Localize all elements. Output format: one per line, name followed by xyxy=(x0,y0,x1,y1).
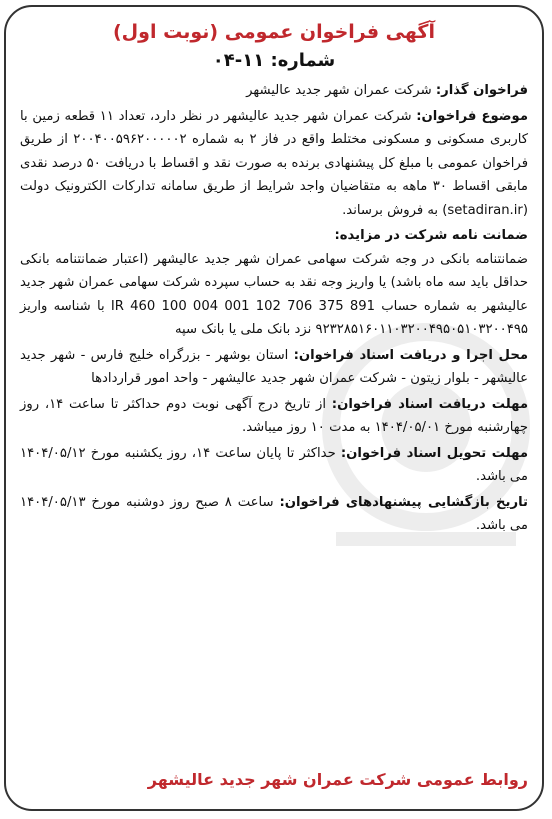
caller-label: فراخوان گذار: xyxy=(435,83,528,98)
subject-label: موضوع فراخوان: xyxy=(416,108,528,124)
receive-deadline-label: مهلت دریافت اسناد فراخوان: xyxy=(331,396,528,412)
guarantee-text: ضمانتنامه بانکی در وجه شرکت سهامی عمران شهر جدید عالیشهر (اعتبار ضمانتنامه بانکی حداقل باید سه ماه باشد) یا واریز وجه نقد به حساب سپرده شرکت سهامی عمران شهر جدید عالیشهر به شماره حساب xyxy=(20,251,528,314)
location-label: محل اجرا و دریافت اسناد فراخوان: xyxy=(293,347,528,363)
guarantee-section xyxy=(20,224,528,342)
subject-tail: ) به فروش برساند. xyxy=(342,202,448,218)
ad-frame xyxy=(4,5,544,811)
subject-site: setadiran.ir xyxy=(447,202,523,218)
delivery-deadline-label: مهلت تحویل اسناد فراخوان: xyxy=(340,445,528,461)
opening-section xyxy=(20,491,528,538)
receive-deadline-text: از تاریخ درج آگهی نوبت دوم حداکثر تا ساعت ۱۴، روز چهارشنبه مورخ ۱۴۰۴/۰۵/۰۱ به مدت ۱۰ روز میباشد. xyxy=(20,396,528,435)
location-text: استان بوشهر - بزرگراه خلیج فارس - شهر جدید عالیشهر - بلوار زیتون - شرکت عمران شهر جدید عالیشهر - واحد امور قراردادها xyxy=(20,347,528,386)
caller-text: شرکت عمران شهر جدید عالیشهر xyxy=(246,83,436,98)
opening-text: ساعت ۸ صبح روز دوشنبه مورخ ۱۴۰۴/۰۵/۱۳ می باشد. xyxy=(20,494,528,533)
footer-signature: روابط عمومی شرکت عمران شهر جدید عالیشهر xyxy=(147,770,528,789)
guarantee-iban: IR 460 100 004 001 102 706 375 891 xyxy=(110,298,376,314)
receive-deadline-section xyxy=(20,393,528,440)
ad-content xyxy=(20,17,528,540)
ad-title: آگهی فراخوان عمومی (نوبت اول) xyxy=(113,21,435,43)
subject-text: شرکت عمران شهر جدید عالیشهر در نظر دارد، تعداد ۱۱ قطعه زمین با کاربری مسکونی و مسکونی مختلط واقع در فاز ۲ به شماره ۲۰۰۴۰۰۵۹۶۲۰۰۰۰۰۲ از طریق فراخوان عمومی با مبلغ کل پیشنهادی برنده به صورت نقد و اقساط با دریافت ۵۰ درصد نقدی مابقی اقساط ۳۰ ماهه به متقاضیان واجد شرایط از طریق سامانه تدارکات الکترونیک دولت ( xyxy=(20,108,528,218)
guarantee-text2: با شناسه واریز ۹۲۳۲۸۵۱۶۰۱۱۰۳۲۰۰۴۹۵۰۵۱۰۳۲۰۰۴۹۵ نزد بانک ملی یا بانک سپه xyxy=(20,298,528,337)
delivery-deadline-section xyxy=(20,442,528,489)
location-section xyxy=(20,344,528,391)
delivery-deadline-text: حداکثر تا پایان ساعت ۱۴، روز یکشنبه مورخ ۱۴۰۴/۰۵/۱۲ می باشد. xyxy=(20,445,528,484)
opening-label: تاریخ بازگشایی پیشنهادهای فراخوان: xyxy=(279,494,528,510)
ad-number: شماره: ۱۱-۰۴ xyxy=(212,50,336,71)
guarantee-label: ضمانت نامه شرکت در مزایده: xyxy=(334,228,528,243)
caller-section xyxy=(20,79,528,103)
subject-section xyxy=(20,105,528,223)
